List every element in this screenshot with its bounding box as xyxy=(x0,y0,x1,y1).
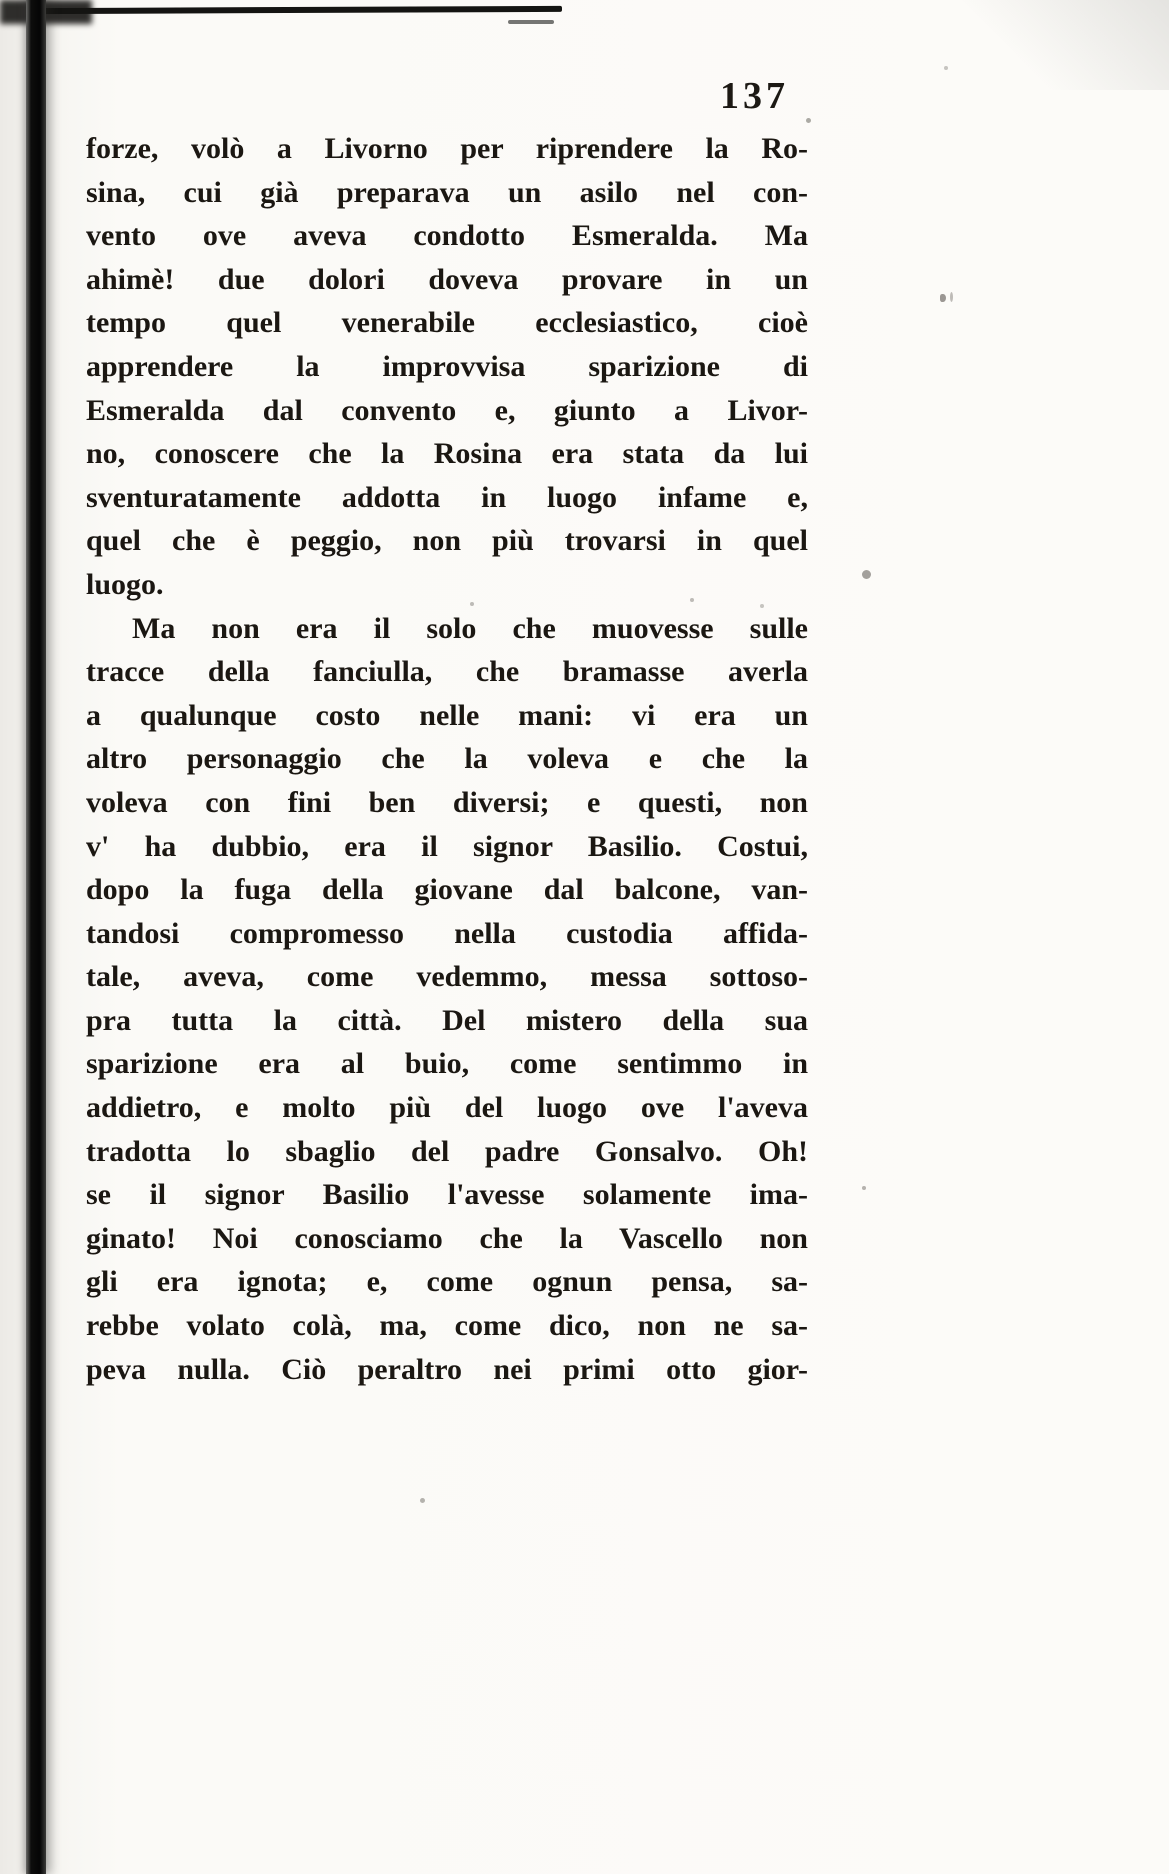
scan-speckle xyxy=(944,66,948,70)
text-line: Ma non era il solo che muovesse sulle xyxy=(132,611,808,645)
text-line: voleva con fini ben diversi; e questi, non xyxy=(86,785,808,819)
text-line: gli era ignota; e, come ognun pensa, sa- xyxy=(86,1265,808,1299)
scan-artifact-top-edge xyxy=(30,6,562,14)
text-line: quel che è peggio, non più trovarsi in quel xyxy=(86,524,808,558)
scan-speckle xyxy=(690,598,694,602)
scan-speckle xyxy=(950,292,953,302)
text-line: altro personaggio che la voleva e che la xyxy=(86,742,808,776)
text-line: forze, volò a Livorno per riprendere la Ro- xyxy=(86,132,808,165)
text-line: tempo quel venerabile ecclesiastico, cioè xyxy=(86,306,808,340)
text-line: sparizione era al buio, come sentimmo in xyxy=(86,1047,808,1081)
scan-speckle xyxy=(862,1186,866,1190)
text-line: v' ha dubbio, era il signor Basilio. Costui, xyxy=(86,829,808,863)
text-line: tandosi compromesso nella custodia affida- xyxy=(86,916,808,950)
paragraph xyxy=(86,607,808,1392)
scan-speckle xyxy=(420,1498,425,1503)
scan-speckle xyxy=(760,604,764,608)
text-block xyxy=(86,127,808,1391)
text-line: sina, cui già preparava un asilo nel con- xyxy=(86,175,808,209)
text-line: no, conoscere che la Rosina era stata da lui xyxy=(86,437,808,471)
text-line: addietro, e molto più del luogo ove l'aveva xyxy=(86,1091,808,1125)
text-line: rebbe volato colà, ma, come dico, non ne sa- xyxy=(86,1309,808,1343)
scan-artifact-top-dash xyxy=(508,20,554,24)
text-line: tracce della fanciulla, che bramasse averla xyxy=(86,655,808,689)
text-line: pra tutta la città. Del mistero della sua xyxy=(86,1003,808,1037)
paragraph xyxy=(86,127,808,607)
book-binding-shadow xyxy=(26,0,46,1874)
text-line: apprendere la improvvisa sparizione di xyxy=(86,349,808,383)
text-line: peva nulla. Ciò peraltro nei primi otto gior- xyxy=(86,1352,808,1386)
page-number: 137 xyxy=(720,75,789,117)
text-line: vento ove aveva condotto Esmeralda. Ma xyxy=(86,219,808,253)
text-line: Esmeralda dal convento e, giunto a Livor- xyxy=(86,393,808,427)
text-line: dopo la fuga della giovane dal balcone, van- xyxy=(86,873,808,907)
text-line: tale, aveva, come vedemmo, messa sottoso- xyxy=(86,960,808,994)
text-line: sventuratamente addotta in luogo infame e, xyxy=(86,480,808,514)
scan-speckle xyxy=(862,570,871,579)
scan-artifact-corner-shade xyxy=(959,0,1169,90)
scan-speckle xyxy=(940,294,946,302)
text-line: se il signor Basilio l'avesse solamente ima- xyxy=(86,1178,808,1212)
text-line: ahimè! due dolori doveva provare in un xyxy=(86,262,808,296)
text-line: ginato! Noi conosciamo che la Vascello non xyxy=(86,1221,808,1255)
scan-speckle xyxy=(806,118,811,123)
scan-speckle xyxy=(470,602,474,606)
text-line: tradotta lo sbaglio del padre Gonsalvo. Oh! xyxy=(86,1134,808,1168)
text-line: luogo. xyxy=(86,567,164,601)
text-line: a qualunque costo nelle mani: vi era un xyxy=(86,698,808,732)
